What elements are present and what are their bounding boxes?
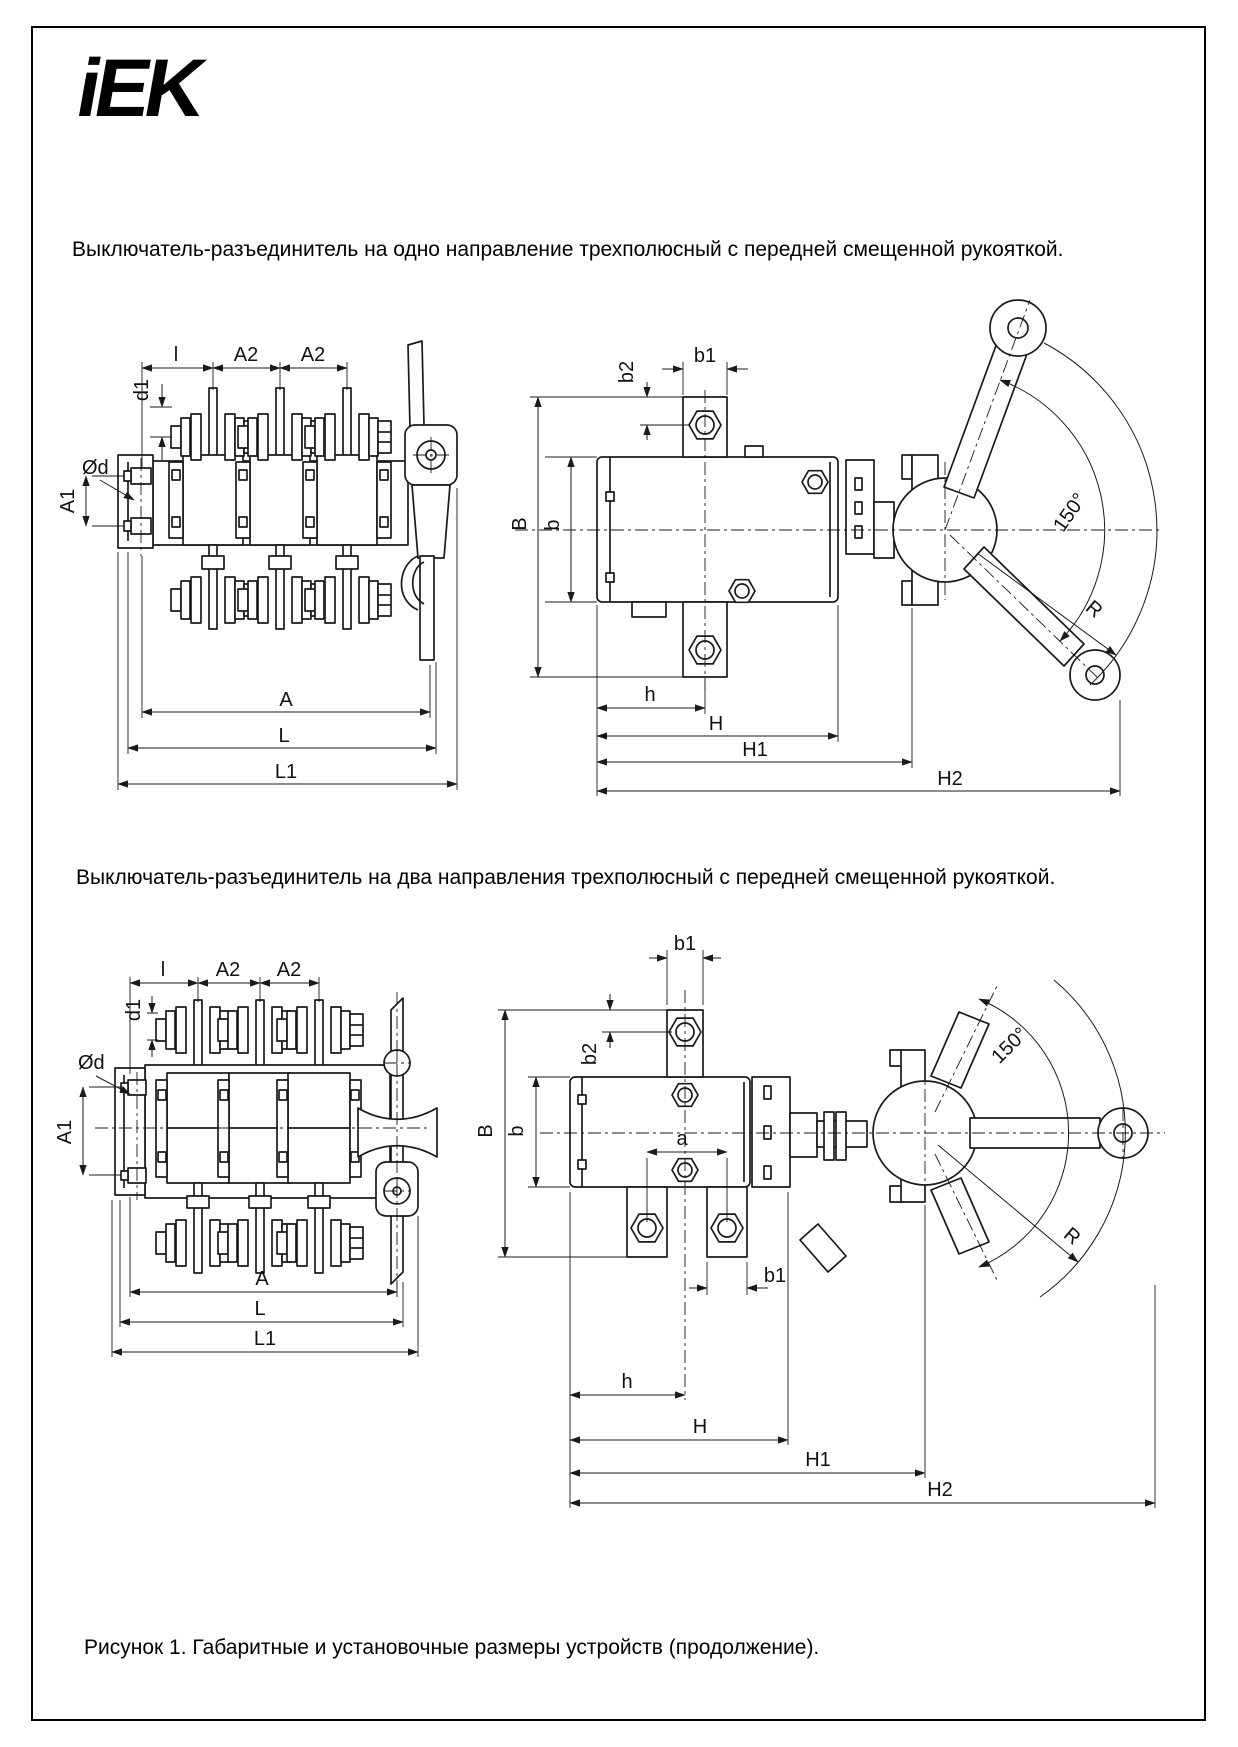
- fig1-front-dimensions: [57, 344, 457, 790]
- iek-logo: iEK: [70, 43, 208, 134]
- fig1-front-mount-bracket: [118, 455, 153, 556]
- fig1-dim-a2-2: A2: [300, 344, 326, 366]
- fig2-dim-a2-1: A2: [215, 959, 241, 981]
- fig1-dim-b: b: [542, 519, 564, 531]
- fig2-side-dimensions: [475, 933, 1155, 1508]
- fig2-dim-a1: A1: [54, 1119, 76, 1145]
- fig2-dim-h1: H1: [805, 1449, 831, 1471]
- figure-one-drawing: [40, 290, 1210, 805]
- fig2-dim-len: L: [254, 1298, 266, 1320]
- fig2-dim-b: b: [506, 1125, 528, 1137]
- fig1-dim-len1: L1: [274, 761, 298, 783]
- section-one-title: Выключатель-разъединитель на одно направление трехполюсный с передней смещенной рукояткой.: [72, 238, 1064, 261]
- fig2-dim-l: l: [160, 959, 166, 981]
- fig2-dim-a2-2: A2: [276, 959, 302, 981]
- fig2-front-mount-bracket: [115, 1068, 146, 1200]
- fig1-side-body: [597, 397, 838, 677]
- fig2-front-shaft-roller: [358, 998, 437, 1284]
- fig1-dim-a1: A1: [57, 488, 79, 514]
- section-two-title: Выключатель-разъединитель на два направления трехполюсный с передней смещенной рукояткой.: [76, 866, 1056, 889]
- fig1-front-view: [57, 341, 457, 790]
- fig1-front-poles: [153, 388, 408, 629]
- fig1-front-lever: [401, 341, 457, 660]
- fig1-dim-l: l: [173, 344, 179, 366]
- fig1-dim-angle: 150°: [1049, 489, 1091, 536]
- fig2-dim-b1-bottom: b1: [763, 1265, 787, 1287]
- fig1-dim-radius: R: [1081, 596, 1107, 623]
- fig1-dim-diam: Ød: [82, 457, 109, 479]
- fig2-dim-h: h: [621, 1371, 633, 1393]
- fig1-dim-a2-1: A2: [233, 344, 259, 366]
- fig1-dim-b2: b2: [616, 360, 638, 384]
- fig2-front-view: [54, 959, 437, 1357]
- figure-two-drawing: [40, 900, 1210, 1515]
- figure-caption: Рисунок 1. Габаритные и установочные размеры устройств (продолжение).: [84, 1636, 820, 1659]
- fig2-dim-h2: H2: [927, 1479, 953, 1501]
- fig2-side-view: [475, 933, 1165, 1508]
- fig2-dim-hcap: H: [692, 1416, 708, 1438]
- fig2-dim-a-span: a: [676, 1128, 688, 1150]
- fig1-dim-b1: b1: [693, 345, 717, 367]
- fig2-dim-diam: Ød: [78, 1052, 105, 1074]
- fig1-dim-h1: H1: [742, 739, 768, 761]
- fig1-dim-h2: H2: [937, 768, 963, 790]
- fig2-side-shaft: [752, 1077, 867, 1272]
- fig1-dim-bcap: B: [509, 517, 531, 531]
- fig1-side-view: [509, 300, 1160, 796]
- fig2-dim-len1: L1: [253, 1328, 277, 1350]
- fig1-dim-hcap: H: [708, 713, 724, 735]
- fig1-dim-len: L: [278, 725, 290, 747]
- fig2-dim-b1-top: b1: [673, 933, 697, 955]
- fig2-dim-angle: 150°: [987, 1023, 1033, 1069]
- fig2-front-poles: [145, 1000, 390, 1273]
- fig2-dim-bcap: B: [475, 1124, 497, 1138]
- fig1-dim-a: A: [279, 689, 293, 711]
- fig1-dim-d1: d1: [131, 378, 153, 402]
- fig2-dim-b2: b2: [579, 1042, 601, 1066]
- fig2-dim-radius: R: [1059, 1223, 1085, 1250]
- fig1-dim-h: h: [644, 684, 656, 706]
- fig2-dim-d1: d1: [123, 998, 145, 1022]
- fig2-dim-a: A: [255, 1268, 269, 1290]
